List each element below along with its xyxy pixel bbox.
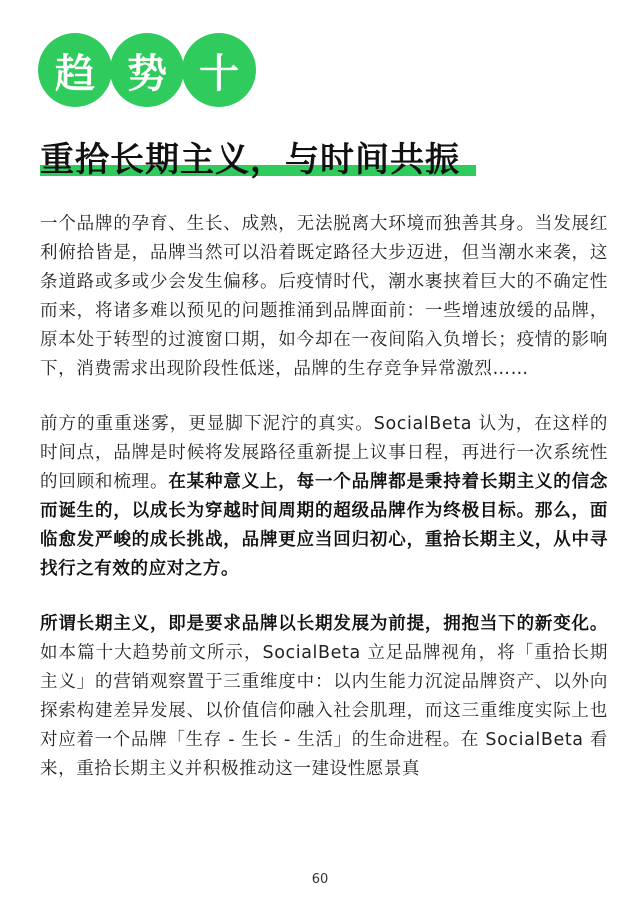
article-body: [40, 210, 608, 810]
paragraph-2-bold: 在某种意义上，每一个品牌都是秉持着长期主义的信念而诞生的，以成长为穿越时间周期的超级品牌作为终极目标。那么，面临愈发严峻的成长挑战，品牌更应当回归初心，重拾长期主义，从中寻找行之有效的应对之方。: [40, 472, 608, 579]
paragraph-2-text: 前方的重重迷雾，更显脚下泥泞的真实。SocialBeta 认为，在这样的时间点，品牌是时候将发展路径重新提上议事日程，再进行一次系统性的回顾和梳理。: [40, 414, 608, 492]
headline-block: [40, 132, 460, 181]
paragraph-1: 一个品牌的孕育、生长、成熟，无法脱离大环境而独善其身。当发展红利俯拾皆是，品牌当然可以沿着既定路径大步迈进，但当潮水来袭，这条道路或多或少会发生偏移。后疫情时代，潮水裹挟着巨大的不确定性而来，将诸多难以预见的问题推涌到品牌面前：一些增速放缓的品牌，原本处于转型的过渡窗口期，如今却在一夜间陷入负增长；疫情的影响下，消费需求出现阶段性低迷，品牌的生存竞争异常激烈……: [40, 214, 608, 379]
paragraph-2: [40, 410, 608, 584]
badge-char-1: 趋: [38, 33, 112, 107]
paragraph-3-text: 如本篇十大趋势前文所示，SocialBeta 立足品牌视角，将「重拾长期主义」的营销观察置于三重维度中：以内生能力沉淀品牌资产、以外向探索构建差异发展、以价值信仰融入社会肌理，而这三重维度实际上也对应着一个品牌「生存 - 生长 - 生活」的生命进程。在 SocialBeta 看来，重拾长期主义并积极推动这一建设性愿景真: [40, 643, 608, 779]
page-title: 重拾长期主义，与时间共振: [40, 140, 460, 180]
page-number: 60: [311, 872, 329, 887]
badge-char-3: 十: [182, 33, 256, 107]
paragraph-3: [40, 610, 608, 784]
badge-char-2: 势: [110, 33, 184, 107]
section-badge: [38, 33, 254, 107]
paragraph-3-bold: 所谓长期主义，即是要求品牌以长期发展为前提，拥抱当下的新变化。: [40, 614, 608, 634]
